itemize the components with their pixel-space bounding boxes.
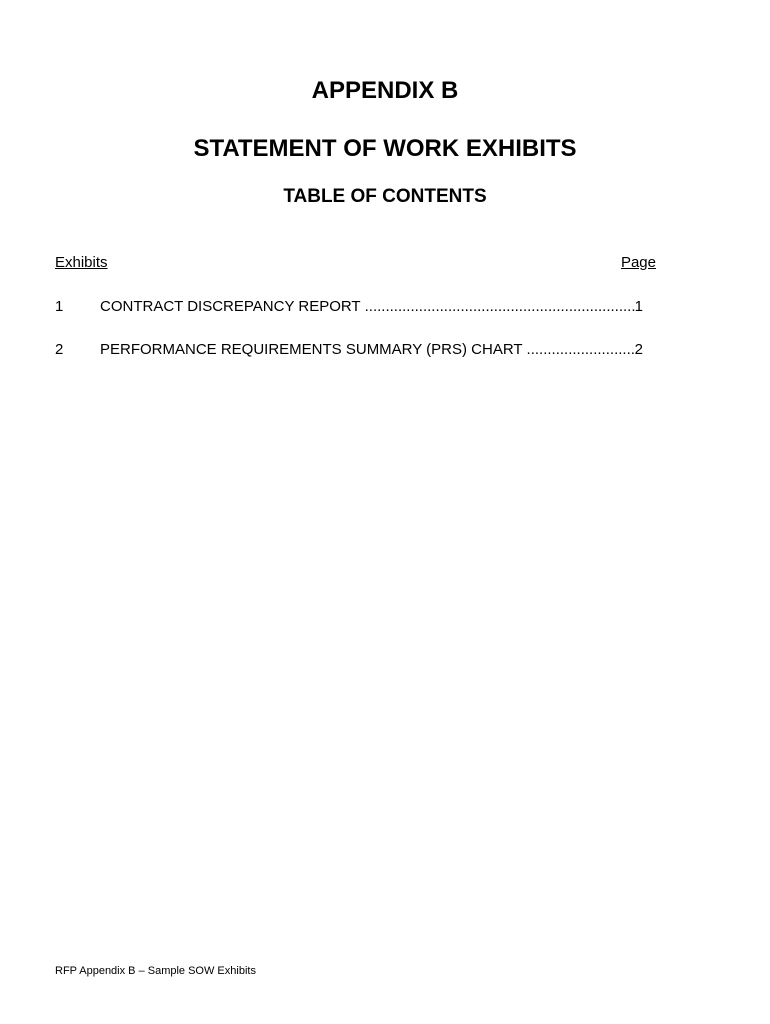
toc-entry-1 [55,297,643,316]
page-column-header: Page [620,254,656,271]
toc-entry-title: PERFORMANCE REQUIREMENTS SUMMARY (PRS) CHART [100,341,523,358]
toc-dot-leader [523,340,635,359]
toc-entry-title: CONTRACT DISCREPANCY REPORT [100,298,361,315]
toc-entry-page: 2 [634,341,643,358]
toc-dot-leader [361,297,635,316]
toc-entry-number: 1 [55,298,64,315]
exhibits-column-header: Exhibits [55,254,108,271]
toc-entry-2 [55,340,643,359]
appendix-title: APPENDIX B [311,77,459,104]
toc-entry-line [100,297,643,316]
toc-heading: TABLE OF CONTENTS [283,186,487,207]
document-subtitle: STATEMENT OF WORK EXHIBITS [193,135,577,162]
page-footer: RFP Appendix B – Sample SOW Exhibits [55,965,256,977]
toc-entry-line [100,340,643,359]
toc-entry-number: 2 [55,341,64,358]
toc-entry-page: 1 [634,298,643,315]
